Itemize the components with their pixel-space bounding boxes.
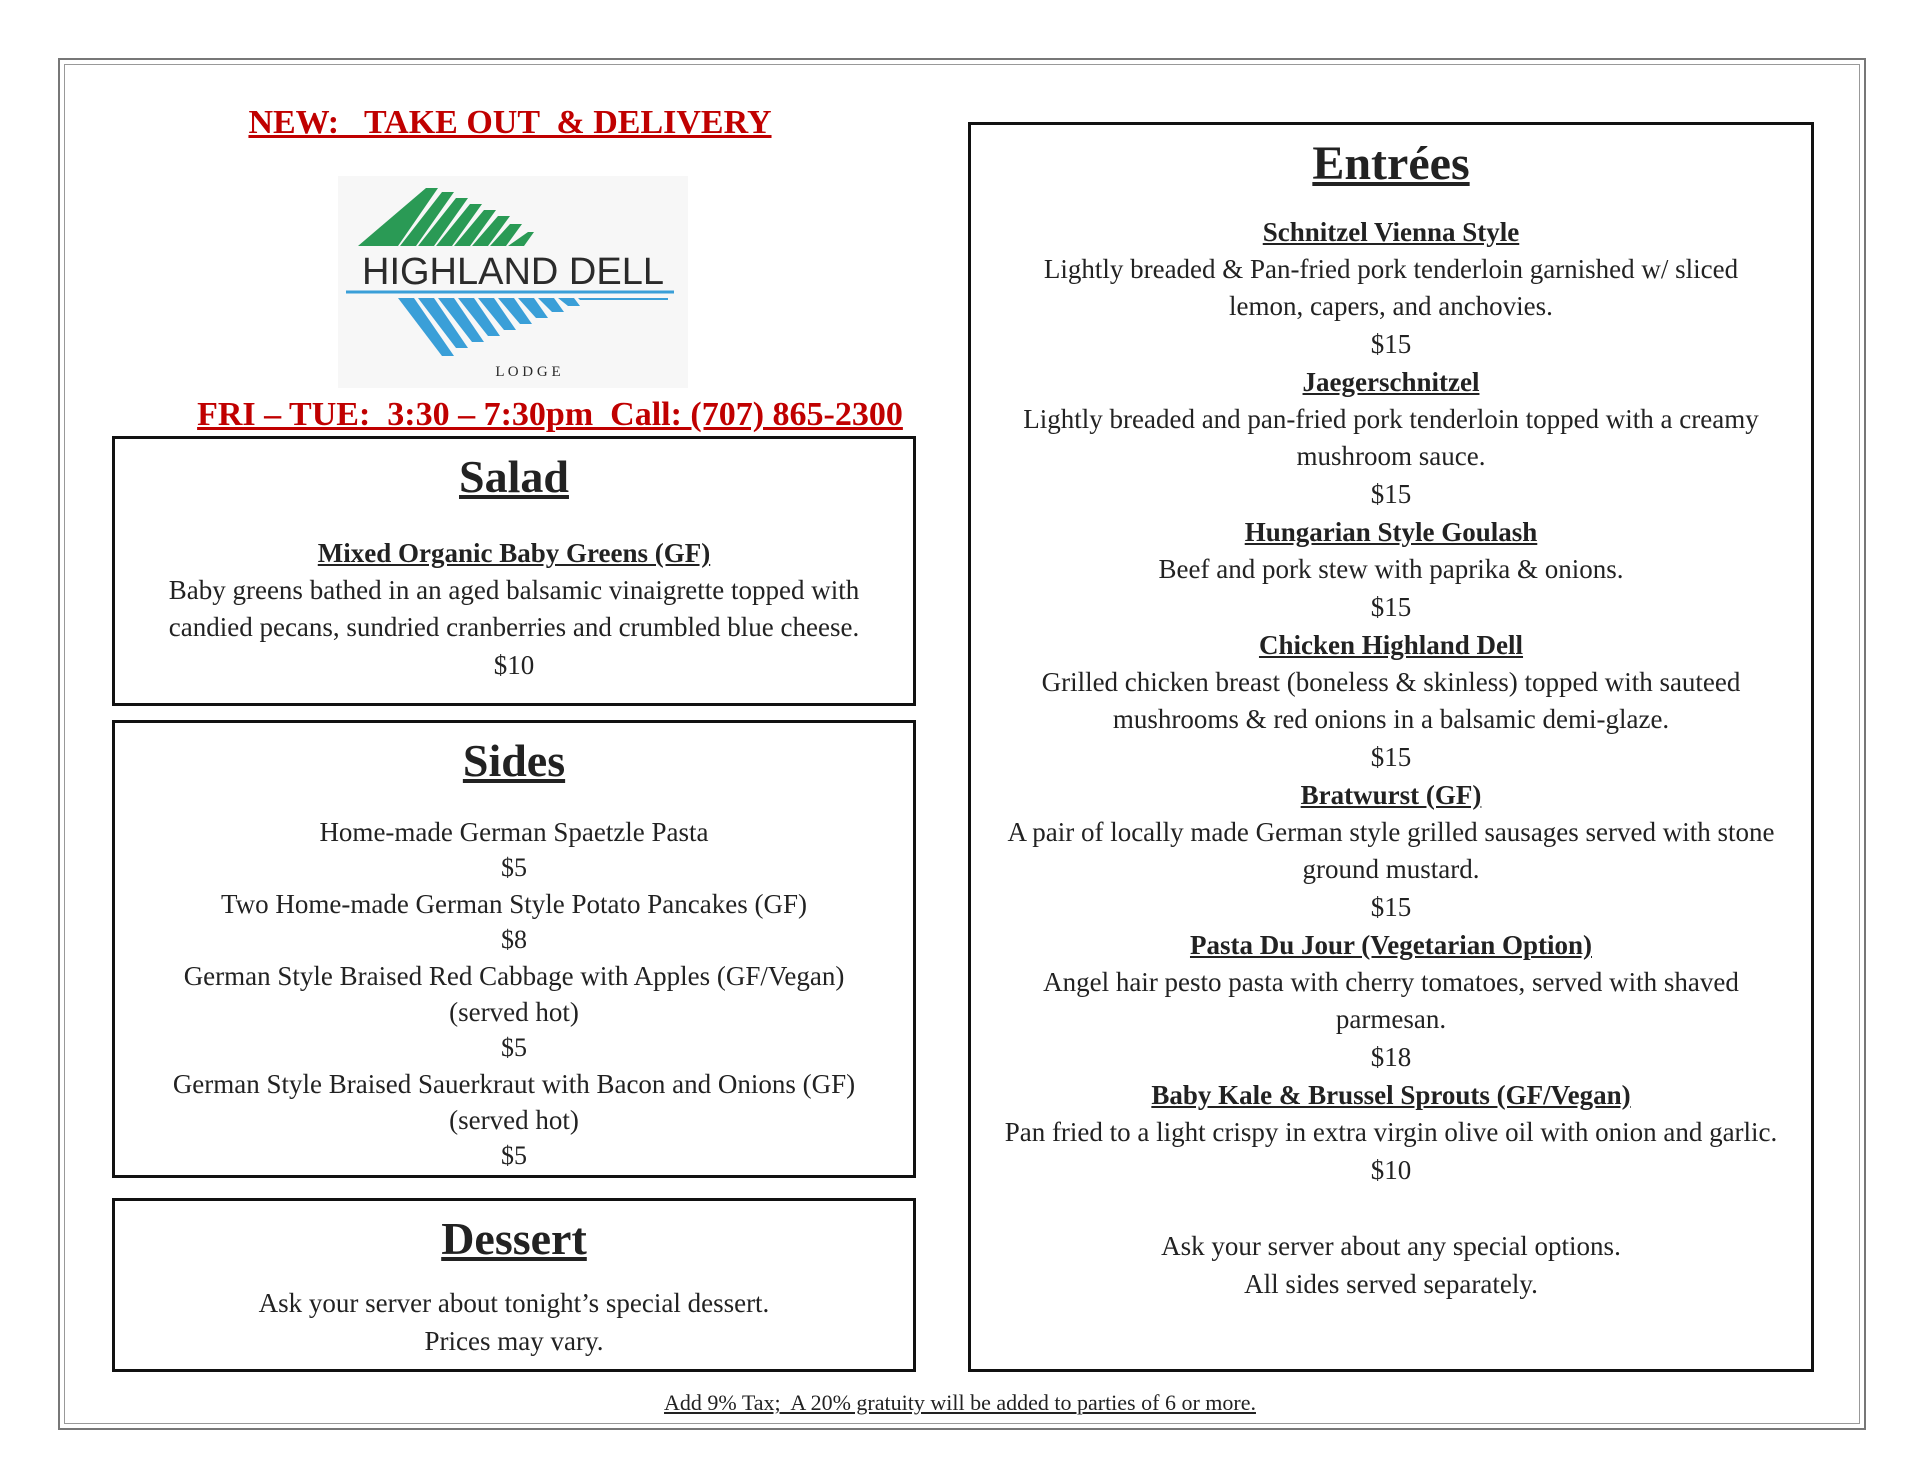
dessert-section <box>112 1198 916 1372</box>
entree-item-price: $15 <box>1370 741 1412 772</box>
side-item-name: German Style Braised Sauerkraut with Bacon and Onions (GF) (served hot) <box>172 1069 856 1136</box>
sides-title: Sides <box>462 735 566 786</box>
side-item-name: Home-made German Spaetzle Pasta <box>319 817 709 848</box>
entree-item <box>971 513 1811 626</box>
dessert-title: Dessert <box>441 1213 587 1264</box>
entree-item-price: $15 <box>1370 478 1412 509</box>
entree-item-desc: Angel hair pesto pasta with cherry tomatoes, served with shaved parmesan. <box>1043 966 1739 1034</box>
salad-item <box>115 534 913 684</box>
highland-dell-logo <box>338 176 688 388</box>
salad-item-desc: Baby greens bathed in an aged balsamic vinaigrette topped with candied pecans, sundried cranberries and crumbled blue cheese. <box>168 575 860 643</box>
hours-and-phone: FRI – TUE: 3:30 – 7:30pm Call: (707) 865-2300 <box>197 396 903 433</box>
dessert-line1: Ask your server about tonight’s special dessert. <box>258 1288 770 1319</box>
entree-item <box>971 1076 1811 1189</box>
entree-item-price: $15 <box>1370 328 1412 359</box>
entree-item-desc: Grilled chicken breast (boneless & skinless) topped with sauteed mushrooms & red onions in a balsamic demi-glaze. <box>1041 666 1741 734</box>
side-item-price: $5 <box>501 1141 527 1171</box>
entree-item <box>971 926 1811 1076</box>
side-item-name: Two Home-made German Style Potato Pancakes (GF) <box>221 889 807 920</box>
side-item <box>115 958 913 1066</box>
entree-item <box>971 363 1811 513</box>
entree-item-desc: Lightly breaded and pan-fried pork tenderloin topped with a creamy mushroom sauce. <box>1023 403 1759 471</box>
side-item-price: $5 <box>501 853 527 883</box>
sides-section <box>112 720 916 1178</box>
entree-item-name: Bratwurst (GF) <box>1300 779 1482 810</box>
entrees-title: Entrées <box>1312 137 1470 190</box>
side-item-price: $5 <box>501 1033 527 1063</box>
entrees-note-sides: All sides served separately. <box>1244 1268 1538 1299</box>
salad-item-price: $10 <box>493 650 535 681</box>
entree-item-name: Chicken Highland Dell <box>1258 629 1524 660</box>
entrees-section <box>968 122 1814 1372</box>
entree-item <box>971 213 1811 363</box>
side-item <box>115 886 913 958</box>
entree-item-name: Schnitzel Vienna Style <box>1262 216 1520 247</box>
entrees-note-special: Ask your server about any special options. <box>1161 1230 1621 1261</box>
entree-item-price: $15 <box>1370 891 1412 922</box>
side-item-name: German Style Braised Red Cabbage with Apples (GF/Vegan) (served hot) <box>183 961 845 1028</box>
salad-title: Salad <box>459 451 569 502</box>
entree-item-name: Baby Kale & Brussel Sprouts (GF/Vegan) <box>1151 1079 1631 1110</box>
side-item-price: $8 <box>501 925 527 955</box>
logo-name: HIGHLAND DELL <box>362 251 664 293</box>
entree-item-name: Pasta Du Jour (Vegetarian Option) <box>1189 929 1592 960</box>
dessert-line2: Prices may vary. <box>424 1326 604 1357</box>
salad-item-name: Mixed Organic Baby Greens (GF) <box>317 538 711 569</box>
entree-item-price: $18 <box>1370 1041 1412 1072</box>
entree-item-name: Jaegerschnitzel <box>1302 366 1480 397</box>
side-item <box>115 1066 913 1174</box>
entree-item <box>971 776 1811 926</box>
takeout-headline: NEW: TAKE OUT & DELIVERY <box>248 104 772 141</box>
logo-sub: L O D G E <box>495 364 561 380</box>
entree-item-desc: Beef and pork stew with paprika & onions. <box>1158 553 1624 584</box>
entree-item-desc: Lightly breaded & Pan-fried pork tenderloin garnished w/ sliced lemon, capers, and anchovies. <box>1043 253 1739 321</box>
entree-item-name: Hungarian Style Goulash <box>1244 516 1538 547</box>
entree-item-price: $10 <box>1370 1154 1412 1185</box>
entree-item-desc: Pan fried to a light crispy in extra virgin olive oil with onion and garlic. <box>1004 1116 1778 1147</box>
salad-section <box>112 436 916 706</box>
entree-item-desc: A pair of locally made German style grilled sausages served with stone ground mustard. <box>1007 816 1775 884</box>
side-item <box>115 814 913 886</box>
entree-item <box>971 626 1811 776</box>
entree-item-price: $15 <box>1370 591 1412 622</box>
tax-gratuity-note: Add 9% Tax; A 20% gratuity will be added to parties of 6 or more. <box>664 1390 1256 1415</box>
